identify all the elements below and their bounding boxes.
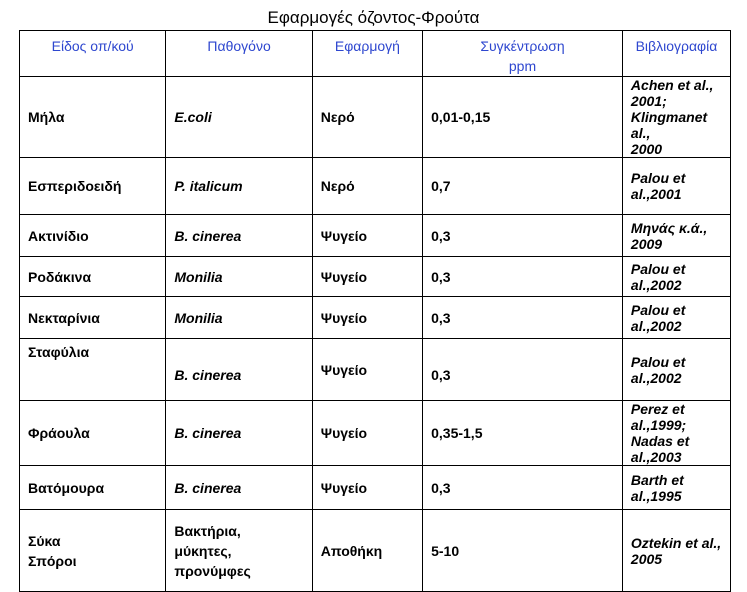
cell-reference xyxy=(622,401,730,466)
cell-reference xyxy=(622,339,730,401)
cell-concentration: 5-10 xyxy=(423,510,623,592)
cell-concentration: 0,3 xyxy=(423,215,623,257)
header-concentration xyxy=(423,31,623,77)
cell-application: Νερό xyxy=(312,158,422,215)
reference-line: Perez et al.,1999; xyxy=(630,401,687,433)
cell-reference xyxy=(622,510,730,592)
cell-application: Ψυγείο xyxy=(312,257,422,297)
cell-reference xyxy=(622,158,730,215)
cell-species xyxy=(20,510,166,592)
cell-pathogen: Monilia xyxy=(166,257,312,297)
cell-species: Φράουλα xyxy=(20,401,166,466)
table-row xyxy=(20,510,731,592)
reference-line: Μηνάς κ.ά., 2009 xyxy=(630,219,708,252)
header-species: Είδος οπ/κού xyxy=(20,31,166,77)
table-row xyxy=(20,466,731,510)
species-line: Σύκα xyxy=(28,532,61,549)
reference-line: Palou et al.,2002 xyxy=(630,353,686,386)
table-row xyxy=(20,297,731,339)
ozone-applications-table xyxy=(19,30,731,592)
cell-application: Ψυγείο xyxy=(312,297,422,339)
table-row xyxy=(20,257,731,297)
header-application: Εφαρμογή xyxy=(312,31,422,77)
cell-species: Μήλα xyxy=(20,77,166,158)
cell-pathogen: P. italicum xyxy=(166,158,312,215)
cell-application: Ψυγείο xyxy=(312,401,422,466)
cell-reference xyxy=(622,297,730,339)
cell-concentration: 0,3 xyxy=(423,257,623,297)
cell-species: Νεκταρίνια xyxy=(20,297,166,339)
pathogen-line: Βακτήρια, xyxy=(174,522,241,539)
cell-application: Ψυγείο xyxy=(312,339,422,401)
cell-pathogen: E.coli xyxy=(166,77,312,158)
cell-species: Βατόμουρα xyxy=(20,466,166,510)
header-concentration-label: Συγκέντρωση xyxy=(480,38,565,54)
header-concentration-unit: ppm xyxy=(508,58,537,74)
cell-reference xyxy=(622,215,730,257)
reference-line: Achen et al., 2001; xyxy=(630,77,714,109)
cell-pathogen: B. cinerea xyxy=(166,339,312,401)
cell-concentration: 0,7 xyxy=(423,158,623,215)
cell-pathogen xyxy=(166,510,312,592)
header-pathogen: Παθογόνο xyxy=(166,31,312,77)
cell-concentration: 0,35-1,5 xyxy=(423,401,623,466)
cell-reference xyxy=(622,77,730,158)
cell-pathogen: B. cinerea xyxy=(166,401,312,466)
header-row xyxy=(20,31,731,77)
table-row xyxy=(20,215,731,257)
reference-line: Palou et al.,2002 xyxy=(630,260,686,293)
table-row xyxy=(20,77,731,158)
cell-application: Νερό xyxy=(312,77,422,158)
cell-concentration: 0,3 xyxy=(423,339,623,401)
pathogen-line: προνύμφες xyxy=(174,562,251,579)
cell-species: Σταφύλια xyxy=(20,339,166,401)
cell-species: Εσπεριδοειδή xyxy=(20,158,166,215)
cell-concentration: 0,01-0,15 xyxy=(423,77,623,158)
header-references: Βιβλιογραφία xyxy=(622,31,730,77)
cell-pathogen: B. cinerea xyxy=(166,466,312,510)
reference-line: Nadas et al.,2003 xyxy=(630,433,690,465)
species-line: Σπόροι xyxy=(28,552,77,569)
cell-pathogen: Monilia xyxy=(166,297,312,339)
table-row xyxy=(20,339,731,401)
reference-line: Palou et al.,2002 xyxy=(630,301,686,334)
cell-pathogen: B. cinerea xyxy=(166,215,312,257)
pathogen-line: μύκητες, xyxy=(174,542,232,559)
table-row xyxy=(20,401,731,466)
cell-concentration: 0,3 xyxy=(423,297,623,339)
cell-application: Ψυγείο xyxy=(312,215,422,257)
reference-line: Barth et al.,1995 xyxy=(630,471,684,504)
reference-line: Klingmanet al., xyxy=(630,109,708,141)
table-row xyxy=(20,158,731,215)
reference-line: Oztekin et al., 2005 xyxy=(630,534,722,567)
table-title: Εφαρμογές όζοντος-Φρούτα xyxy=(267,8,480,27)
cell-application: Ψυγείο xyxy=(312,466,422,510)
cell-reference xyxy=(622,466,730,510)
cell-application: Αποθήκη xyxy=(312,510,422,592)
reference-line: 2000 xyxy=(630,141,663,157)
cell-species: Ροδάκινα xyxy=(20,257,166,297)
cell-reference xyxy=(622,257,730,297)
cell-concentration: 0,3 xyxy=(423,466,623,510)
cell-species: Ακτινίδιο xyxy=(20,215,166,257)
reference-line: Palou et al.,2001 xyxy=(630,170,686,202)
